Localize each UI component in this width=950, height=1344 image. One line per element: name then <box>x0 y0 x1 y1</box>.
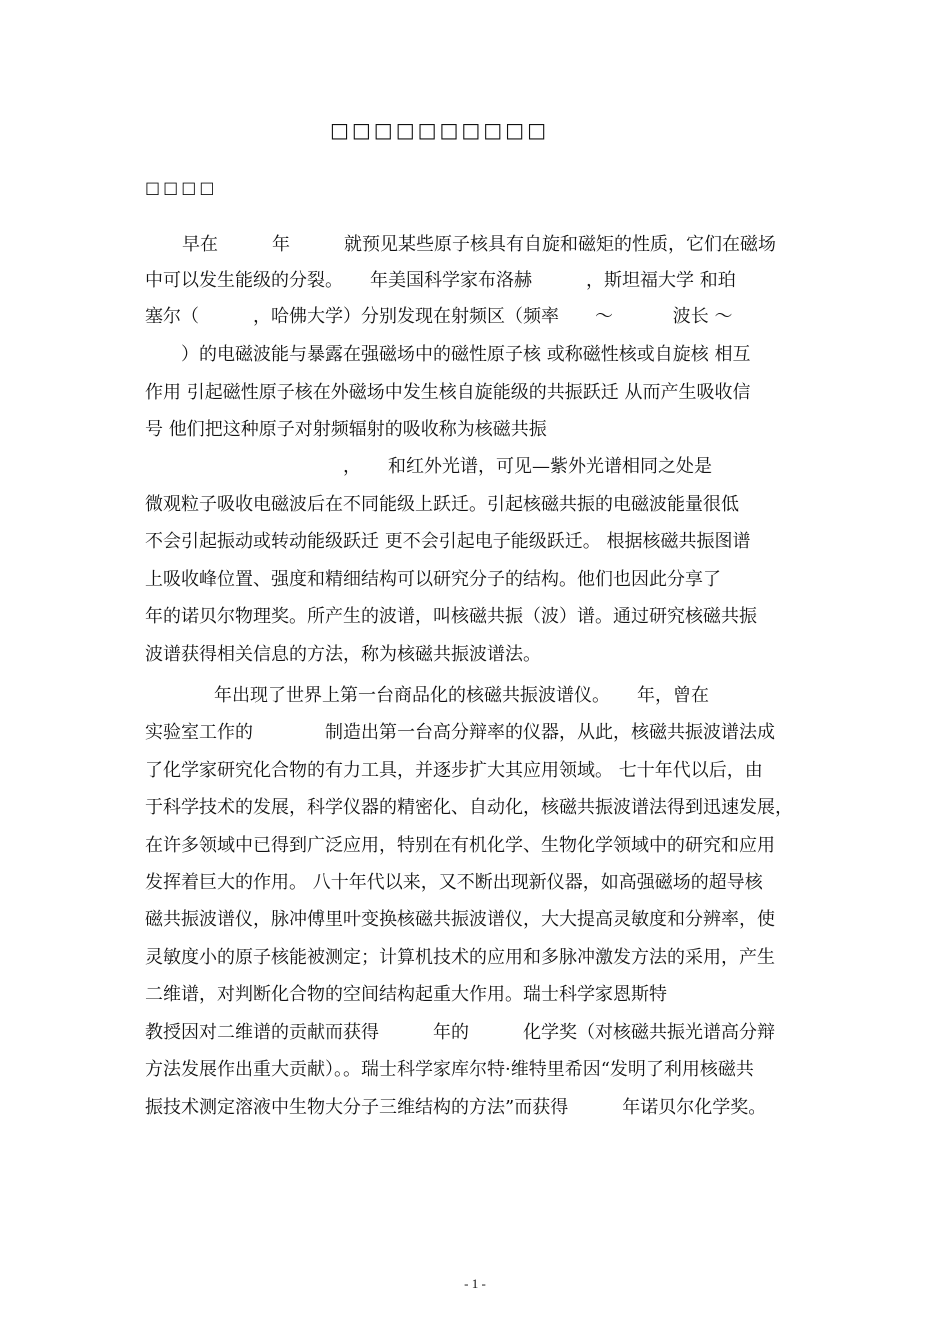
paragraph-line: 微观粒子吸收电磁波后在不同能级上跃迁。引起核磁共振的电磁波能量很低 <box>145 494 739 515</box>
paragraph-line: 早在 年 就预见某些原子核具有自旋和磁矩的性质，它们在磁场 <box>182 234 776 255</box>
paragraph-line: 发挥着巨大的作用。 八十年代以来，又不断出现新仪器，如高强磁场的超导核 <box>145 872 763 893</box>
paragraph-line: 上吸收峰位置、强度和精细结构可以研究分子的结构。他们也因此分享了 <box>145 569 721 590</box>
document-title: □□□□□□□□□□ <box>330 118 549 142</box>
paragraph-line: 于科学技术的发展，科学仪器的精密化、自动化，核磁共振波谱法得到迅速发展， <box>145 797 793 818</box>
paragraph-line: 教授因对二维谱的贡献而获得 年的 化学奖（对核磁共振光谱高分辩 <box>145 1022 775 1043</box>
paragraph-line: 中可以发生能级的分裂。 年美国科学家布洛赫 ，斯坦福大学 和珀 <box>145 270 736 291</box>
paragraph-line: 不会引起振动或转动能级跃迁 更不会引起电子能级跃迁。 根据核磁共振图谱 <box>145 531 751 552</box>
paragraph-line: 了化学家研究化合物的有力工具，并逐步扩大其应用领域。 七十年代以后，由 <box>145 760 763 781</box>
paragraph-line: ）的电磁波能与暴露在强磁场中的磁性原子核 或称磁性核或自旋核 相互 <box>145 344 751 365</box>
paragraph-line: 方法发展作出重大贡献）。。瑞士科学家库尔特·维特里希因“发明了利用核磁共 <box>145 1059 754 1080</box>
section-heading: □□□□ <box>145 178 218 197</box>
paragraph-line: 在许多领域中已得到广泛应用，特别在有机化学、生物化学领域中的研究和应用 <box>145 835 775 856</box>
paragraph-line: 年出现了世界上第一台商品化的核磁共振波谱仪。 年，曾在 <box>160 685 709 706</box>
paragraph-line: 磁共振波谱仪，脉冲傅里叶变换核磁共振波谱仪，大大提高灵敏度和分辨率，使 <box>145 909 775 930</box>
page-number: - 1 - <box>464 1276 486 1291</box>
paragraph-line: 二维谱，对判断化合物的空间结构起重大作用。瑞士科学家恩斯特 <box>145 984 667 1005</box>
paragraph-line: 号 他们把这种原子对射频辐射的吸收称为核磁共振 <box>145 419 547 440</box>
paragraph-line: 年的诺贝尔物理奖。所产生的波谱，叫核磁共振（波）谱。通过研究核磁共振 <box>145 606 757 627</box>
paragraph-line: 塞尔（ ，哈佛大学）分别发现在射频区（频率 ～ 波长 ～ <box>145 306 733 327</box>
paragraph-line: 灵敏度小的原子核能被测定；计算机技术的应用和多脉冲激发方法的采用，产生 <box>145 947 775 968</box>
paragraph-line: 作用 引起磁性原子核在外磁场中发生核自旋能级的共振跃迁 从而产生吸收信 <box>145 382 751 403</box>
paragraph-line: 振技术测定溶液中生物大分子三维结构的方法”而获得 年诺贝尔化学奖。 <box>145 1097 767 1118</box>
paragraph-line: ， 和红外光谱，可见—紫外光谱相同之处是 <box>145 456 712 477</box>
paragraph-line: 实验室工作的 制造出第一台高分辩率的仪器，从此，核磁共振波谱法成 <box>145 722 775 743</box>
paragraph-line: 波谱获得相关信息的方法，称为核磁共振波谱法。 <box>145 644 541 665</box>
